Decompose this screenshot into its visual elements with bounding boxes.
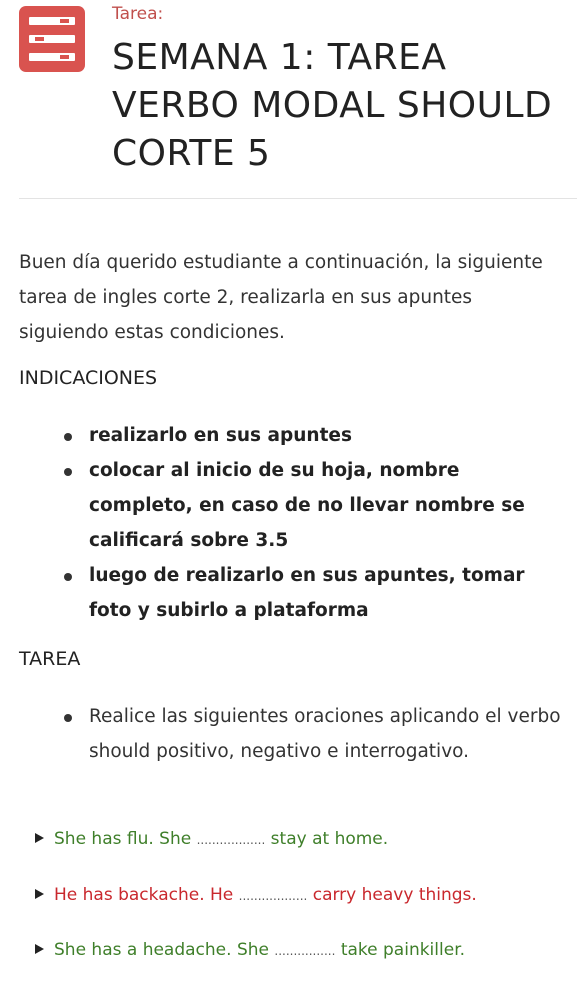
exercise-text: carry heavy things. <box>307 885 477 905</box>
exercise-blank: .................. <box>196 833 266 847</box>
item-type-label: Tarea: <box>112 4 164 24</box>
exercise-text: stay at home. <box>265 829 389 849</box>
arrow-bullet-icon <box>35 889 44 899</box>
exercise-sentence <box>35 885 477 905</box>
exercise-sentence <box>35 940 465 960</box>
exercise-blank: ................ <box>274 944 336 958</box>
exercise-text: take painkiller. <box>335 940 466 960</box>
indicaciones-heading: INDICACIONES <box>19 367 158 389</box>
exercise-sentence <box>35 829 388 849</box>
list-item: colocar al inicio de su hoja, nombre completo, en caso de no llevar nombre se calificará sobre 3.5 <box>19 453 564 558</box>
tarea-heading: TAREA <box>19 648 81 670</box>
header-divider <box>19 198 577 199</box>
indicaciones-list <box>19 418 564 628</box>
assignment-header <box>0 0 577 198</box>
list-item: Realice las siguientes oraciones aplicando el verbo should positivo, negativo e interrogativo. <box>19 699 564 769</box>
exercise-blank: .................. <box>238 889 308 903</box>
exercise-text: She has a headache. She <box>54 940 275 960</box>
tarea-list <box>19 699 564 769</box>
list-item: luego de realizarlo en sus apuntes, tomar foto y subirlo a plataforma <box>19 558 564 628</box>
list-item: realizarlo en sus apuntes <box>19 418 564 453</box>
page-title: SEMANA 1: TAREA VERBO MODAL SHOULD CORTE 5 <box>112 37 553 174</box>
arrow-bullet-icon <box>35 833 44 843</box>
arrow-bullet-icon <box>35 944 44 954</box>
intro-paragraph: Buen día querido estudiante a continuación, la siguiente tarea de ingles corte 2, realizarla en sus apuntes siguiendo estas condiciones. <box>19 252 543 343</box>
exercise-text: He has backache. He <box>54 885 239 905</box>
exercise-text: She has flu. She <box>54 829 197 849</box>
assignment-icon <box>19 6 85 72</box>
